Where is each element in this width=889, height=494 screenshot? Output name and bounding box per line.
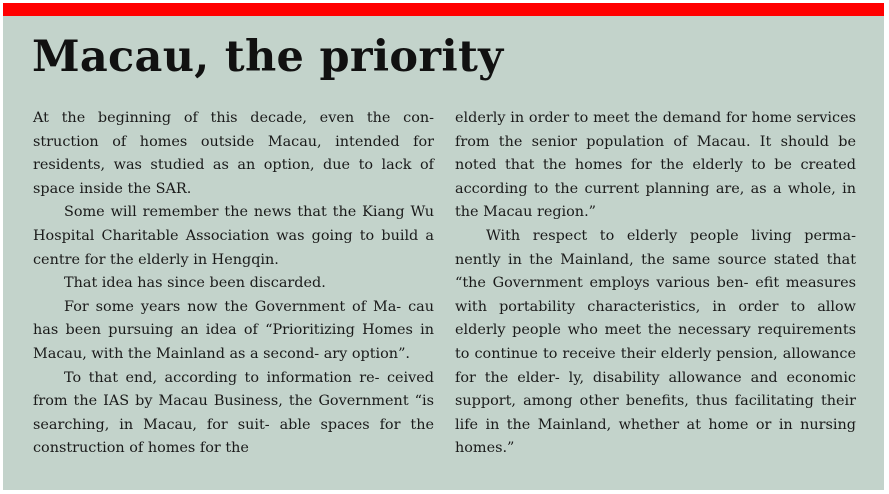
paragraph: Some will remember the news that the Kiang Wu Hospital Charitable Association was going to build a centre for the elderly in Hengqin. — [33, 204, 434, 268]
paragraph: With respect to elderly people living perma- nently in the Mainland, the same source stated that “the Government employs various ben- efit measures with portability characteristics, in order to allow elderly people who meet the necessary requirements to continue to receive their elderly pension, allowance for the elder- ly, disability allowance and economic support, among other benefits, thus facilitating their life in the Mainland, whether at home or in nursing homes.” — [455, 227, 856, 457]
article-panel — [3, 3, 884, 490]
paragraph: For some years now the Government of Ma- cau has been pursuing an idea of “Prioritizing Homes in Macau, with the Mainland as a second- ary option”. — [33, 298, 434, 362]
paragraph: elderly in order to meet the demand for home services from the senior population of Macau. It should be noted that the homes for the elderly to be created according to the current planning are, as a whole, in the Macau region.” — [455, 110, 856, 221]
left-column — [33, 107, 434, 461]
paragraph: That idea has since been discarded. — [64, 275, 326, 292]
right-column — [455, 107, 856, 461]
article-title: Macau, the priority — [32, 32, 504, 82]
paragraph: To that end, according to information re- ceived from the IAS by Macau Business, the Government “is searching, in Macau, for suit- able spaces for the construction of homes for the — [33, 369, 434, 457]
paragraph: At the beginning of this decade, even the con- struction of homes outside Macau, intended for residents, was studied as an option, due to lack of space inside the SAR. — [33, 110, 434, 197]
